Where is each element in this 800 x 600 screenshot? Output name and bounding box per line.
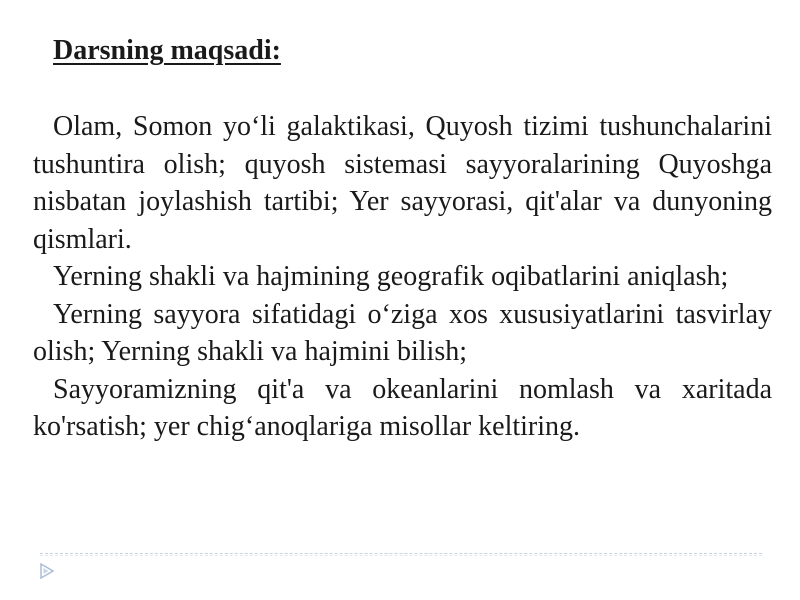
slide-body: [33, 108, 772, 446]
footer-divider-shadow: [40, 555, 762, 556]
footer-divider: [40, 553, 762, 554]
paragraph-3: Yerning sayyora sifatidagi o‘ziga xos xususiyatlarini tasvirlay olish; Yerning shakli va hajmini bilish;: [33, 298, 772, 367]
paragraph-1: Olam, Somon yo‘li galaktikasi, Quyosh tizimi tushunchalarini tushuntira olish; quyosh sistemasi sayyoralarining Quyoshga nisbatan joylashish tartibi; Yer sayyorasi, qit'alar va dunyoning qismlari.: [33, 111, 772, 255]
slide-heading: Darsning maqsadi:: [53, 35, 281, 66]
triangle-right-icon[interactable]: [39, 563, 55, 579]
paragraph-2: Yerning shakli va hajmining geografik oqibatlarini aniqlash;: [53, 261, 729, 292]
paragraph-4: Sayyoramizning qit'a va okeanlarini nomlash va xaritada ko'rsatish; yer chig‘anoqlariga misollar keltiring.: [33, 373, 772, 442]
